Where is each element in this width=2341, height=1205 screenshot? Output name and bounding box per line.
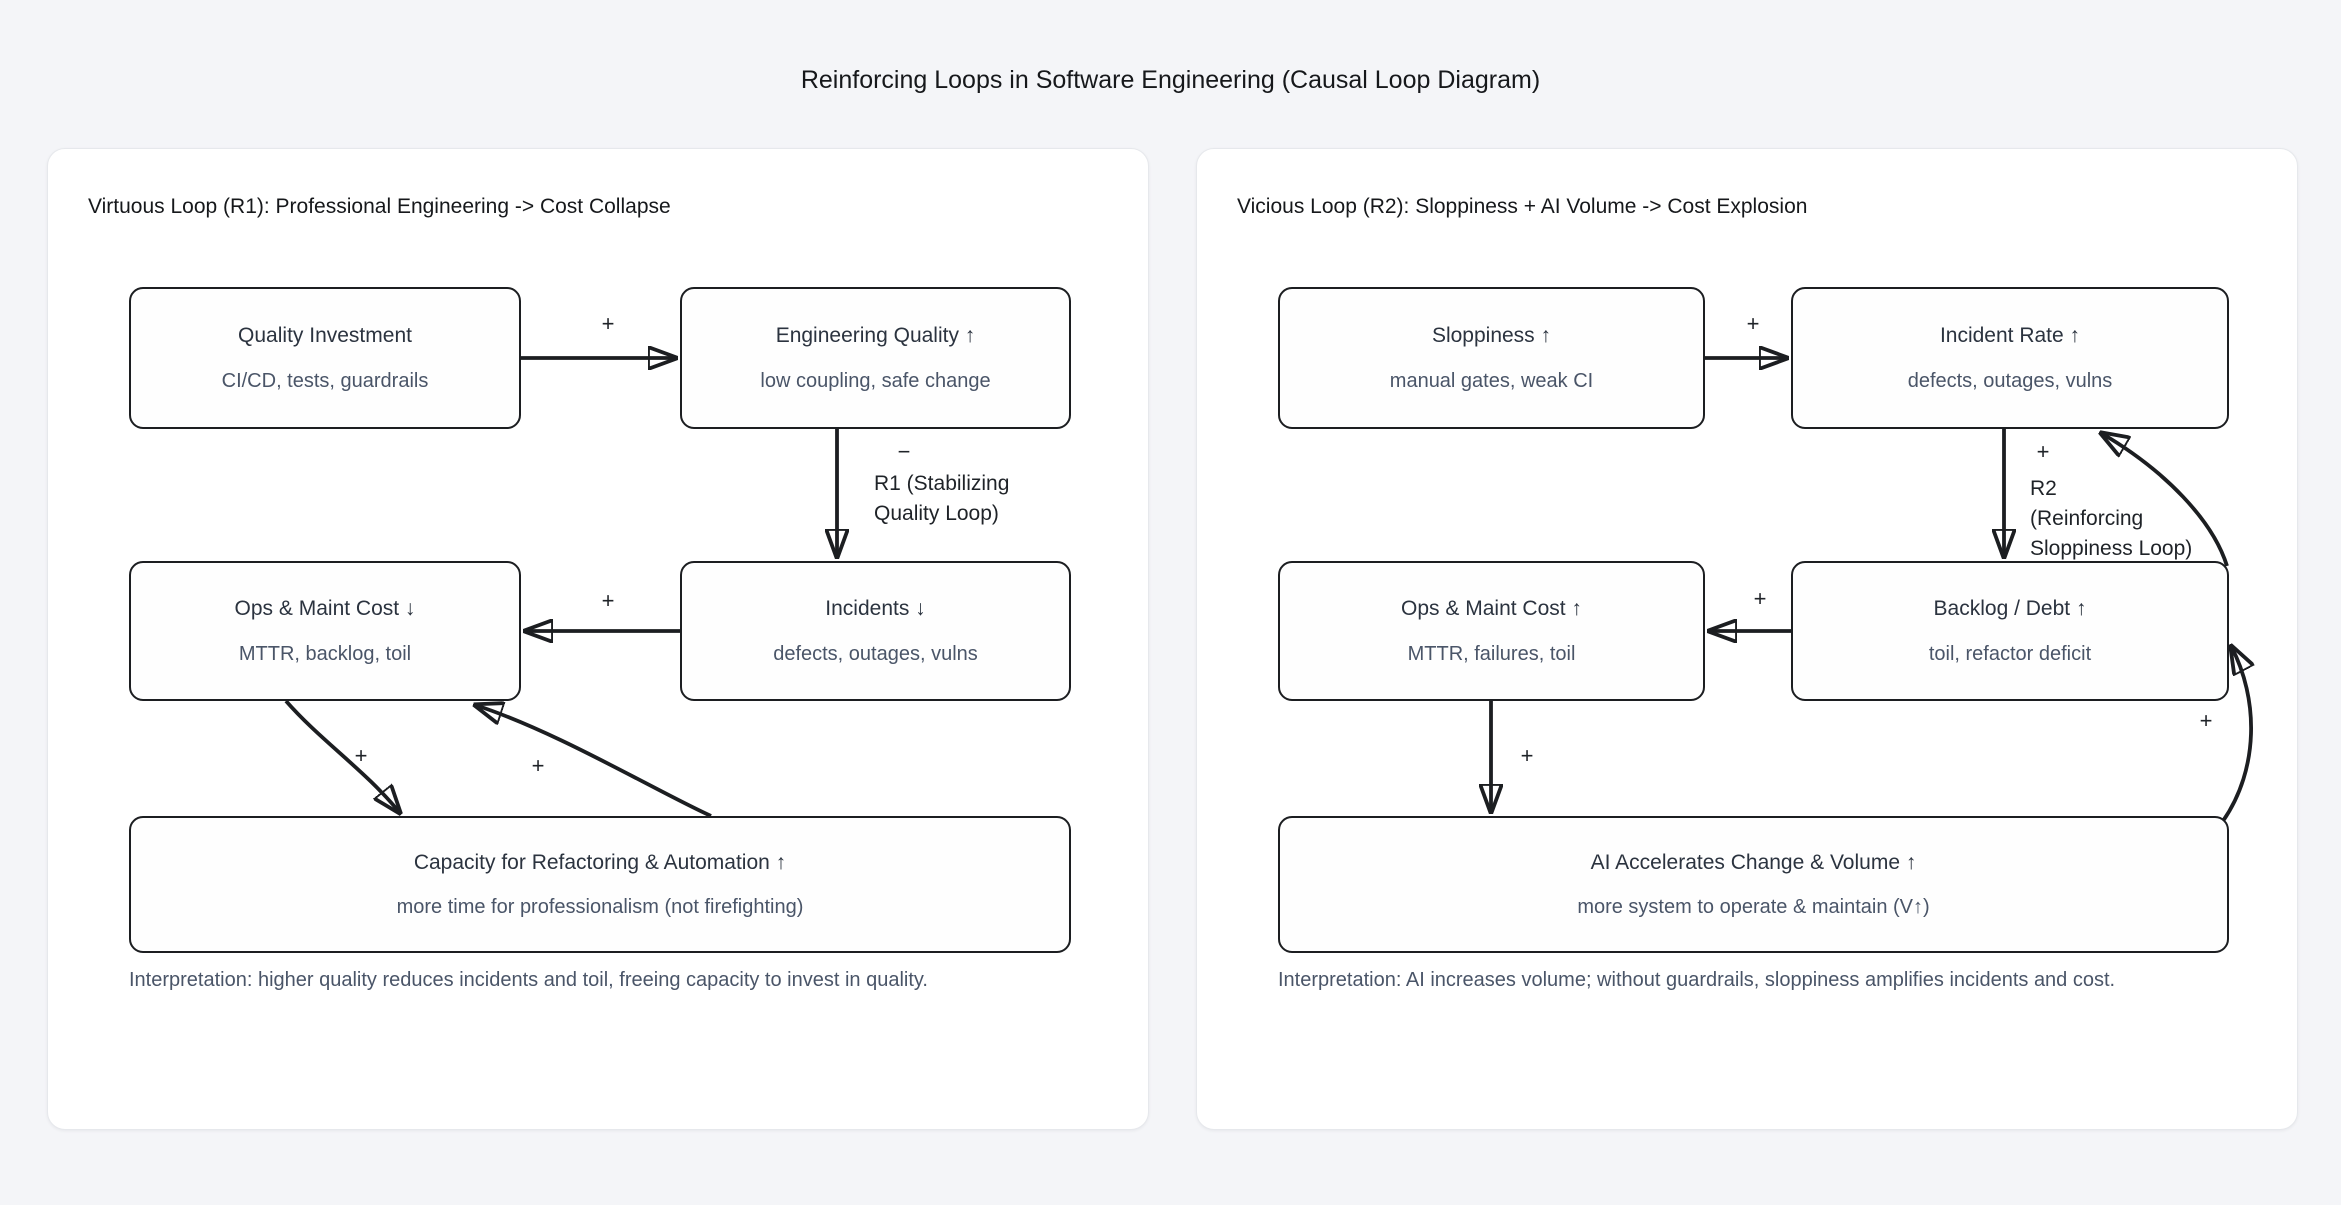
node-incident-rate bbox=[1791, 287, 2229, 429]
node-title: AI Accelerates Change & Volume ↑ bbox=[1590, 850, 1917, 874]
edge-capacity-to-ops bbox=[475, 705, 711, 816]
node-subtitle: MTTR, backlog, toil bbox=[238, 642, 412, 665]
interpretation-r1: Interpretation: higher quality reduces incidents and toil, freeing capacity to invest in quality. bbox=[129, 969, 928, 991]
node-subtitle: manual gates, weak CI bbox=[1389, 369, 1594, 392]
node-subtitle: defects, outages, vulns bbox=[1907, 369, 2113, 392]
interpretation-r2: Interpretation: AI increases volume; without guardrails, sloppiness amplifies incidents and cost. bbox=[1278, 969, 2116, 991]
node-title: Incident Rate ↑ bbox=[1939, 324, 2081, 348]
node-incidents-down bbox=[680, 561, 1071, 701]
edge-sign-incidents-to-ops: + bbox=[601, 588, 615, 613]
node-engineering-quality bbox=[680, 287, 1071, 429]
loop-label-line-3: Sloppiness Loop) bbox=[2030, 537, 2193, 560]
loop-label-r2 bbox=[2030, 474, 2192, 564]
node-title: Backlog / Debt ↑ bbox=[1933, 597, 2087, 621]
node-ops-maint-cost-up bbox=[1278, 561, 1705, 701]
panel-header-r1: Virtuous Loop (R1): Professional Engineering -> Cost Collapse bbox=[88, 195, 671, 218]
loop-label-line-1: R2 bbox=[2030, 477, 2057, 500]
edge-sign-ops-to-ai: + bbox=[1520, 743, 1534, 768]
edge-sign-sloppiness-to-incident-rate: + bbox=[1746, 311, 1760, 336]
loop-label-line-2: Quality Loop) bbox=[874, 502, 999, 525]
node-subtitle: more time for professionalism (not firefighting) bbox=[396, 896, 804, 919]
edge-ops-to-capacity bbox=[286, 701, 400, 813]
node-subtitle: more system to operate & maintain (V↑) bbox=[1577, 896, 1930, 919]
node-backlog-debt bbox=[1791, 561, 2229, 701]
loop-label-r1 bbox=[874, 469, 1009, 529]
node-sloppiness bbox=[1278, 287, 1705, 429]
edge-sign-ops-to-capacity: + bbox=[354, 743, 368, 768]
node-subtitle: CI/CD, tests, guardrails bbox=[221, 369, 429, 392]
node-title: Capacity for Refactoring & Automation ↑ bbox=[413, 850, 787, 874]
loop-label-line-2: (Reinforcing bbox=[2030, 507, 2144, 530]
panel-vicious-loop-r2 bbox=[1196, 148, 2298, 1130]
node-subtitle: MTTR, failures, toil bbox=[1407, 642, 1576, 665]
loop-label-line-1: R1 (Stabilizing bbox=[874, 472, 1010, 495]
node-ops-maint-cost-down bbox=[129, 561, 521, 701]
edge-sign-capacity-to-ops: + bbox=[531, 753, 545, 778]
node-title: Ops & Maint Cost ↓ bbox=[234, 597, 416, 621]
edge-sign-ai-to-backlog: + bbox=[2199, 708, 2213, 733]
node-subtitle: low coupling, safe change bbox=[760, 369, 991, 392]
node-title: Quality Investment bbox=[238, 324, 412, 348]
panel-virtuous-loop-r1 bbox=[47, 148, 1149, 1130]
edge-sign-incident-rate-to-backlog: + bbox=[2036, 439, 2050, 464]
edge-sign-backlog-to-ops: + bbox=[1753, 586, 1767, 611]
edge-sign-engineering-to-incidents: − bbox=[897, 439, 911, 464]
edge-sign-quality-to-engineering: + bbox=[601, 311, 615, 336]
page-title: Reinforcing Loops in Software Engineering (Causal Loop Diagram) bbox=[800, 66, 1541, 94]
node-title: Ops & Maint Cost ↑ bbox=[1401, 597, 1582, 621]
node-subtitle: toil, refactor deficit bbox=[1928, 642, 2092, 665]
node-capacity-refactoring bbox=[129, 816, 1071, 953]
node-title: Incidents ↓ bbox=[825, 597, 926, 621]
node-title: Engineering Quality ↑ bbox=[775, 324, 976, 348]
panel-header-r2: Vicious Loop (R2): Sloppiness + AI Volume -> Cost Explosion bbox=[1237, 195, 1808, 218]
node-quality-investment bbox=[129, 287, 521, 429]
node-ai-accelerates-volume bbox=[1278, 816, 2229, 953]
node-subtitle: defects, outages, vulns bbox=[773, 642, 978, 665]
node-title: Sloppiness ↑ bbox=[1431, 324, 1552, 348]
